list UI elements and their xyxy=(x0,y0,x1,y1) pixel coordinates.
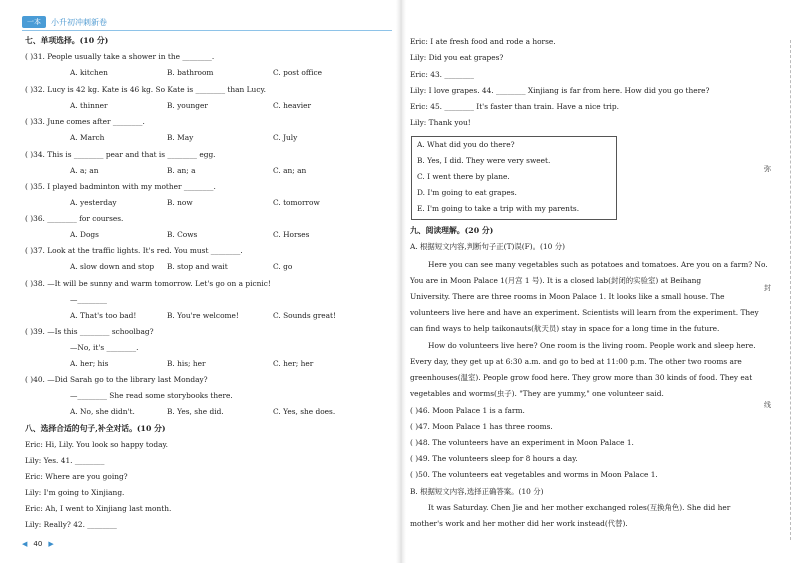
q34-option-a: A. a; an xyxy=(70,166,99,175)
q37-option-b: B. stop and wait xyxy=(167,262,228,271)
q37-option-c: C. go xyxy=(273,262,293,271)
page-fold xyxy=(396,0,406,563)
partB-line: It was Saturday. Chen Jie and her mother exchanged roles(互换角色). She did her xyxy=(428,503,731,512)
choice-c: C. I went there by plane. xyxy=(417,172,510,181)
partA-title: A. 根据短文内容,判断句子正(T)误(F)。(10 分) xyxy=(410,242,565,251)
q34-stem: ( )34. This is ________ pear and that is ________ egg. xyxy=(25,150,216,159)
tf-question-46: ( )46. Moon Palace 1 is a farm. xyxy=(410,406,525,415)
q33-option-a: A. March xyxy=(70,133,105,142)
q33-option-c: C. July xyxy=(273,133,298,142)
q38-stem: ( )38. —It will be sunny and warm tomorrow. Let's go on a picnic! xyxy=(25,279,271,288)
dialogue-line: Eric: Ah, I went to Xinjiang last month. xyxy=(25,504,172,513)
q39-option-b: B. his; her xyxy=(167,359,206,368)
q31-option-c: C. post office xyxy=(273,68,322,77)
passage-line: Every day, they get up at 6:30 a.m. and go to bed at 11:00 p.m. The other two rooms are xyxy=(410,357,742,366)
q40-stem: ( )40. —Did Sarah go to the library last Monday? xyxy=(25,375,208,384)
q35-option-b: B. now xyxy=(167,198,193,207)
passage-line: Here you can see many vegetables such as potatoes and tomatoes. Are you on a farm? No. xyxy=(428,260,768,269)
dialogue-line: Eric: 45. ________ It's faster than train. Have a nice trip. xyxy=(410,102,619,111)
tf-question-48: ( )48. The volunteers have an experiment in Moon Palace 1. xyxy=(410,438,634,447)
dialogue-line: Eric: Where are you going? xyxy=(25,472,128,481)
q33-stem: ( )33. June comes after ________. xyxy=(25,117,145,126)
section7-title: 七、单项选择。(10 分) xyxy=(25,36,109,45)
margin-label: 封 xyxy=(764,284,771,292)
q39-stem: ( )39. —Is this ________ schoolbag? xyxy=(25,327,154,336)
q31-stem: ( )31. People usually take a shower in the ________. xyxy=(25,52,215,61)
q40-option-c: C. Yes, she does. xyxy=(273,407,336,416)
partB-title: B. 根据短文内容,选择正确答案。(10 分) xyxy=(410,487,544,496)
page-number: 40 xyxy=(33,540,43,548)
q34-option-b: B. an; a xyxy=(167,166,196,175)
dialogue-line: Lily: Thank you! xyxy=(410,118,471,127)
passage-line: You are in Moon Palace 1(月宫 1 号). It is a closed lab(封闭的实验室) at Beihang xyxy=(410,276,702,285)
choice-d: D. I'm going to eat grapes. xyxy=(417,188,517,197)
q36-stem: ( )36. ________ for courses. xyxy=(25,214,124,223)
page-footer xyxy=(22,540,54,548)
page-header xyxy=(22,15,107,29)
dialogue-line: Lily: Did you eat grapes? xyxy=(410,53,504,62)
partB-line: mother's work and her mother did her work instead(代替). xyxy=(410,519,628,528)
passage-line: How do volunteers live here? One room is the living room. People work and sleep here. xyxy=(428,341,756,350)
dialogue-line: Eric: I ate fresh food and rode a horse. xyxy=(410,37,556,46)
binding-margin-line xyxy=(790,40,792,540)
passage-line: vegetables and worms(虫子). "They are yummy," one volunteer said. xyxy=(410,389,664,398)
choice-b: B. Yes, I did. They were very sweet. xyxy=(417,156,551,165)
dialogue-line: Eric: Hi, Lily. You look so happy today. xyxy=(25,440,169,449)
header-divider xyxy=(22,30,392,31)
q40-option-a: A. No, she didn't. xyxy=(70,407,135,416)
choice-a: A. What did you do there? xyxy=(417,140,515,149)
q36-option-a: A. Dogs xyxy=(70,230,99,239)
q40-option-b: B. Yes, she did. xyxy=(167,407,224,416)
header-title: 小升初冲刺新卷 xyxy=(51,17,107,27)
dialogue-line: Lily: I love grapes. 44. ________ Xinjiang is far from here. How did you go there? xyxy=(410,86,710,95)
section8-title: 八、选择合适的句子,补全对话。(10 分) xyxy=(25,424,166,433)
q38-option-c: C. Sounds great! xyxy=(273,311,336,320)
q39-option-c: C. her; her xyxy=(273,359,314,368)
q35-stem: ( )35. I played badminton with my mother ________. xyxy=(25,182,216,191)
q32-option-a: A. thinner xyxy=(70,101,108,110)
q39-option-a: A. her; his xyxy=(70,359,109,368)
q32-option-b: B. younger xyxy=(167,101,208,110)
tf-question-47: ( )47. Moon Palace 1 has three rooms. xyxy=(410,422,553,431)
q37-option-a: A. slow down and stop xyxy=(70,262,155,271)
q38-response: —________ xyxy=(70,295,107,304)
margin-label: 弥 xyxy=(764,165,771,173)
q35-option-c: C. tomorrow xyxy=(273,198,320,207)
q33-option-b: B. May xyxy=(167,133,194,142)
q34-option-c: C. an; an xyxy=(273,166,307,175)
passage-line: can find ways to help taikonauts(航天员) stay in space for a long time in the future. xyxy=(410,324,720,333)
dialogue-line: Eric: 43. ________ xyxy=(410,70,474,79)
margin-label: 线 xyxy=(764,401,771,409)
q32-option-c: C. heavier xyxy=(273,101,312,110)
next-arrow-icon[interactable]: ▶ xyxy=(48,540,54,548)
q38-option-a: A. That's too bad! xyxy=(70,311,137,320)
q36-option-b: B. Cows xyxy=(167,230,198,239)
prev-arrow-icon[interactable]: ◀ xyxy=(22,540,28,548)
section9-title: 九、阅读理解。(20 分) xyxy=(410,226,494,235)
q38-option-b: B. You're welcome! xyxy=(167,311,239,320)
choice-e: E. I'm going to take a trip with my parents. xyxy=(417,204,580,213)
passage-line: greenhouses(温室). People grow food here. They grow more than 30 kinds of food. They eat xyxy=(410,373,753,382)
q37-stem: ( )37. Look at the traffic lights. It's red. You must ________. xyxy=(25,246,243,255)
q36-option-c: C. Horses xyxy=(273,230,310,239)
q39-response: —No, it's ________. xyxy=(70,343,139,352)
q32-stem: ( )32. Lucy is 42 kg. Kate is 46 kg. So Kate is ________ than Lucy. xyxy=(25,85,266,94)
dialogue-line: Lily: Really? 42. ________ xyxy=(25,520,117,529)
passage-line: University. There are three rooms in Moon Palace 1. It looks like a small house. The xyxy=(410,292,725,301)
tf-question-49: ( )49. The volunteers sleep for 8 hours a day. xyxy=(410,454,578,463)
q35-option-a: A. yesterday xyxy=(70,198,117,207)
dialogue-line: Lily: I'm going to Xinjiang. xyxy=(25,488,125,497)
q31-option-b: B. bathroom xyxy=(167,68,214,77)
passage-line: volunteers live here and have an experiment. Scientists will learn from the experiment. They xyxy=(410,308,759,317)
dialogue-line: Lily: Yes. 41. ________ xyxy=(25,456,105,465)
q40-response: —________ She read some storybooks there. xyxy=(70,391,233,400)
q31-option-a: A. kitchen xyxy=(70,68,108,77)
header-badge: 一本 xyxy=(22,16,46,28)
tf-question-50: ( )50. The volunteers eat vegetables and worms in Moon Palace 1. xyxy=(410,470,658,479)
